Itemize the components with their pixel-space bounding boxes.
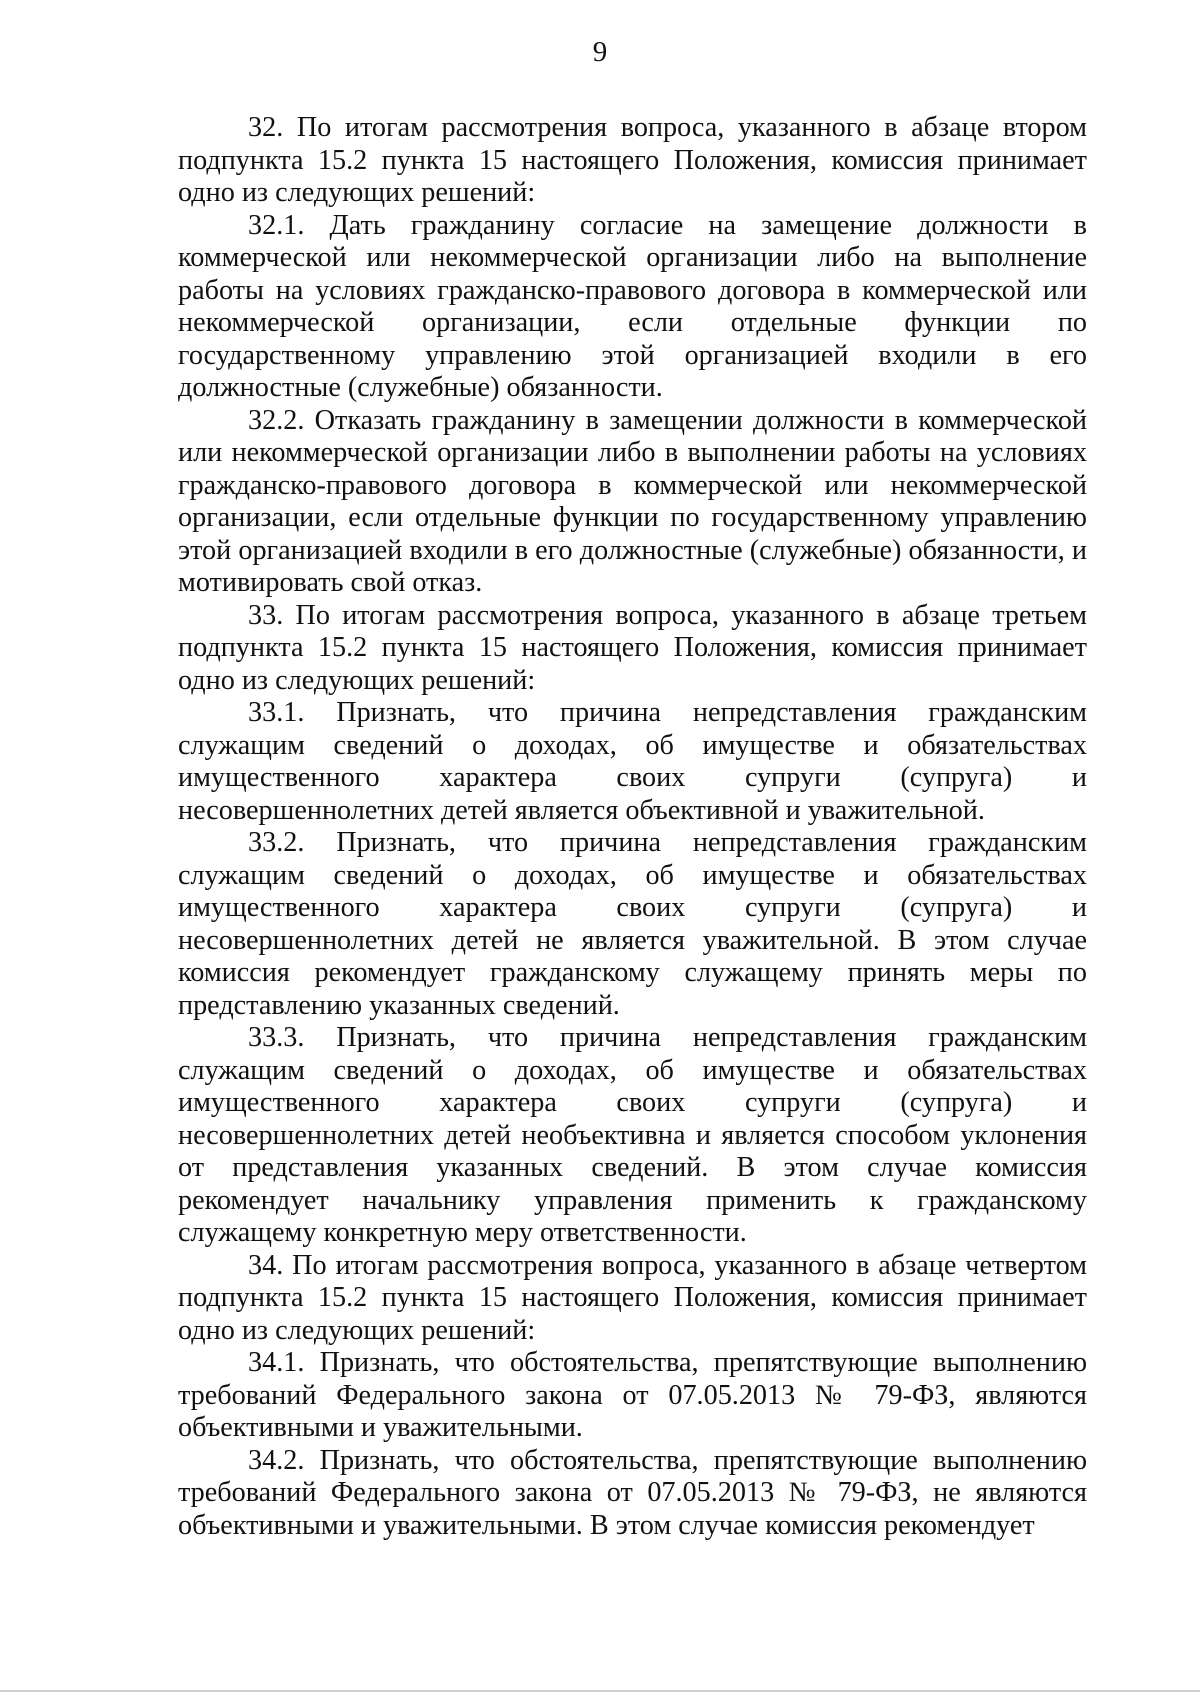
paragraph-33: 33. По итогам рассмотрения вопроса, указанного в абзаце третьем подпункта 15.2 пункта 15 настоящего Положения, комиссия принимает одно из следующих решений: xyxy=(178,599,1087,696)
paragraph-34-1: 34.1. Признать, что обстоятельства, препятствующие выполнению требований Федерального закона от 07.05.2013 № 79-ФЗ, являются объективными и уважительными. xyxy=(178,1347,1087,1443)
paragraph-32-2: 32.2. Отказать гражданину в замещении должности в коммерческой или некоммерческой организации либо в выполнении работы на условиях гражданско-правового договора в коммерческой или некоммерческой организации, если отдельные функции по государственному управлению этой организацией входили в его должностные (служебные) обязанности, и мотивировать свой отказ. xyxy=(178,404,1087,598)
paragraph-32: 32. По итогам рассмотрения вопроса, указанного в абзаце втором подпункта 15.2 пункта 15 настоящего Положения, комиссия принимает одно из следующих решений: xyxy=(178,112,1087,208)
paragraph-34: 34. По итогам рассмотрения вопроса, указанного в абзаце четвертом подпункта 15.2 пункта 15 настоящего Положения, комиссия принимает одно из следующих решений: xyxy=(178,1249,1087,1346)
paragraph-33-3: 33.3. Признать, что причина непредставления гражданским служащим сведений о доходах, об имуществе и обязательствах имущественного характера своих супруги (супруга) и несовершеннолетних детей необъективна и является способом уклонения от представления указанных сведений. В этом случае комиссия рекомендует начальнику управления применить к гражданскому служащему конкретную меру ответственности. xyxy=(178,1022,1087,1248)
paragraph-33-1: 33.1. Признать, что причина непредставления гражданским служащим сведений о доходах, об имуществе и обязательствах имущественного характера своих супруги (супруга) и несовершеннолетних детей является объективной и уважительной. xyxy=(178,697,1087,826)
paragraph-32-1: 32.1. Дать гражданину согласие на замещение должности в коммерческой или некоммерческой организации либо на выполнение работы на условиях гражданско-правового договора в коммерческой или некоммерческой организации, если отдельные функции по государственному управлению этой организацией входили в его должностные (служебные) обязанности. xyxy=(178,209,1087,403)
document-body xyxy=(178,112,1087,1542)
page-number: 9 xyxy=(592,36,608,68)
scan-bottom-edge xyxy=(0,1690,1200,1692)
paragraph-34-2: 34.2. Признать, что обстоятельства, препятствующие выполнению требований Федерального закона от 07.05.2013 № 79-ФЗ, не являются объективными и уважительными. В этом случае комиссия рекомендует xyxy=(178,1444,1087,1541)
paragraph-33-2: 33.2. Признать, что причина непредставления гражданским служащим сведений о доходах, об имуществе и обязательствах имущественного характера своих супруги (супруга) и несовершеннолетних детей не является уважительной. В этом случае комиссия рекомендует гражданскому служащему принять меры по представлению указанных сведений. xyxy=(178,827,1087,1021)
